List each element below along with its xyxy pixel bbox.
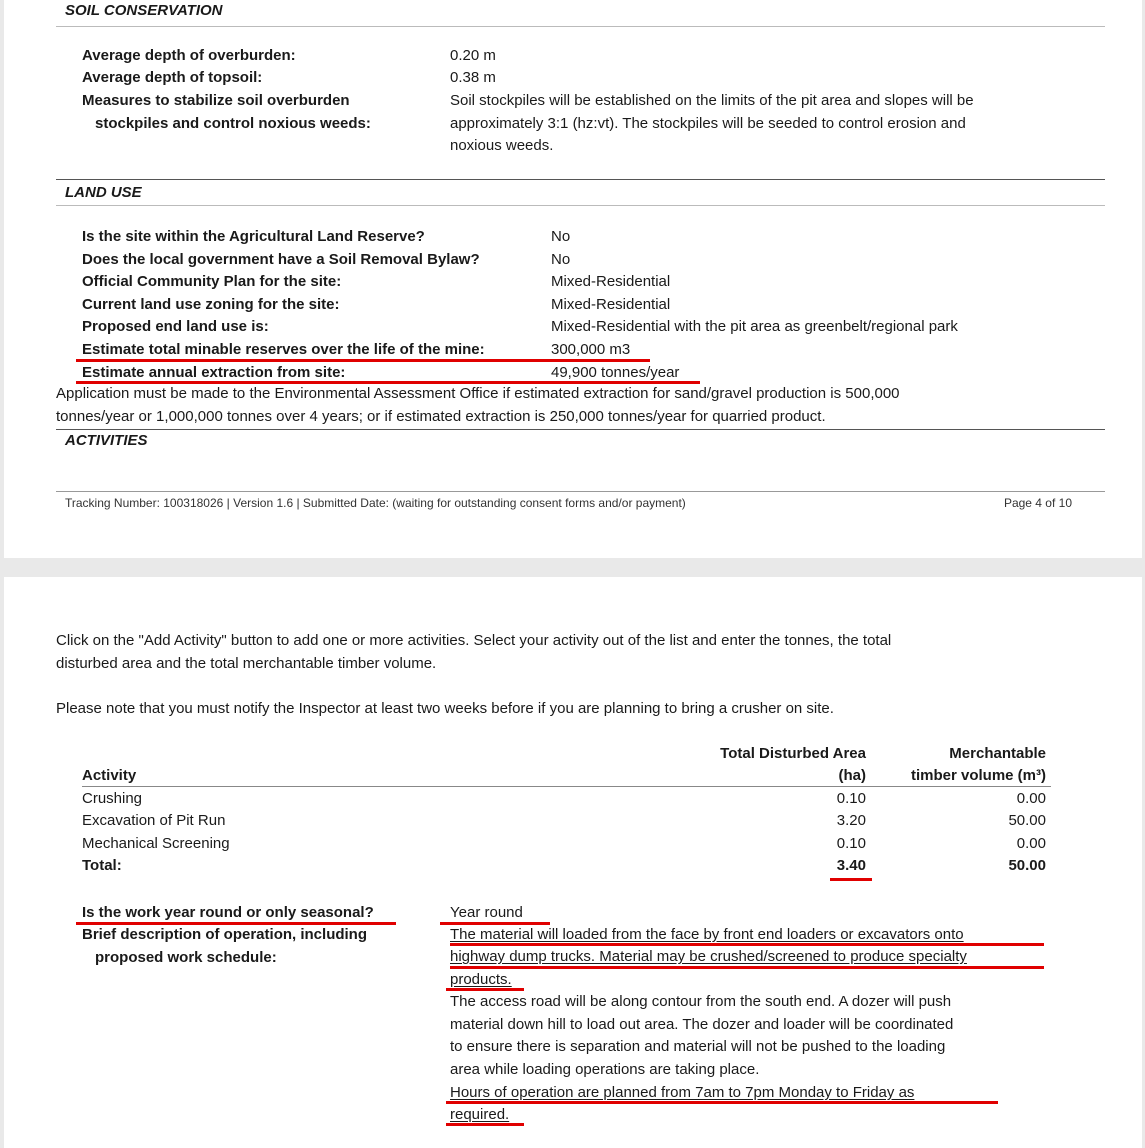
minable-reserves-value: 300,000 m3 <box>551 341 631 358</box>
page-number: Page 4 of 10 <box>1003 496 1072 510</box>
table-row-activity: Crushing <box>82 790 143 807</box>
topsoil-label: Average depth of topsoil: <box>82 69 263 86</box>
total-timber: 50.00 <box>1008 857 1046 874</box>
table-row-area: 3.20 <box>836 812 866 829</box>
alr-answer: No <box>551 228 571 245</box>
total-label: Total: <box>82 857 122 874</box>
description-line: products. <box>450 971 512 988</box>
section-divider <box>56 179 1105 180</box>
document-page-4 <box>4 0 1142 558</box>
ocp-value: Mixed-Residential <box>551 273 671 290</box>
activities-heading: ACTIVITIES <box>65 432 148 449</box>
topsoil-value: 0.38 m <box>450 69 496 86</box>
tracking-info: Tracking Number: 100318026 | Version 1.6 | Submitted Date: (waiting for outstanding consent forms and/or payment) <box>65 496 686 510</box>
end-land-use-value: Mixed-Residential with the pit area as greenbelt/regional park <box>551 318 958 335</box>
ocp-label: Official Community Plan for the site: <box>82 273 342 290</box>
description-line: The access road will be along contour from the south end. A dozer will push <box>450 993 952 1010</box>
description-line: to ensure there is separation and material will not be pushed to the loading <box>450 1038 946 1055</box>
section-divider <box>56 26 1105 27</box>
eao-note-line-2: tonnes/year or 1,000,000 tonnes over 4 years; or if estimated extraction is 250,000 tonnes/year for quarried product. <box>56 408 826 425</box>
section-divider <box>56 205 1105 206</box>
document-page-5 <box>4 577 1142 1148</box>
highlight-underline <box>446 1123 524 1126</box>
table-row-timber: 50.00 <box>1008 812 1046 829</box>
bylaw-answer: No <box>551 251 571 268</box>
description-line: required. <box>450 1106 510 1123</box>
description-label-line-2: proposed work schedule: <box>95 949 277 966</box>
description-line: area while loading operations are taking place. <box>450 1061 760 1078</box>
end-land-use-label: Proposed end land use is: <box>82 318 269 335</box>
measures-value-line-1: Soil stockpiles will be established on the limits of the pit area and slopes will be <box>450 92 974 109</box>
soil-conservation-heading: SOIL CONSERVATION <box>65 2 223 19</box>
overburden-value: 0.20 m <box>450 47 496 64</box>
measures-value-line-3: noxious weeds. <box>450 137 554 154</box>
footer-rule <box>56 491 1105 492</box>
minable-reserves-label: Estimate total minable reserves over the life of the mine: <box>82 341 485 358</box>
table-row-timber: 0.00 <box>1016 790 1046 807</box>
season-answer: Year round <box>450 904 523 921</box>
highlight-underline <box>450 943 1044 946</box>
overburden-label: Average depth of overburden: <box>82 47 296 64</box>
highlight-underline <box>830 878 872 881</box>
activities-intro-line-1: Click on the "Add Activity" button to add one or more activities. Select your activity out of the list and enter the tonnes, the total <box>56 632 892 649</box>
table-row-area: 0.10 <box>836 835 866 852</box>
description-line: The material will loaded from the face by front end loaders or excavators onto <box>450 926 964 943</box>
highlight-underline <box>450 966 1044 969</box>
description-line: material down hill to load out area. The dozer and loader will be coordinated <box>450 1016 954 1033</box>
description-label-line-1: Brief description of operation, including <box>82 926 368 943</box>
col-timber-header-1: Merchantable <box>949 745 1046 762</box>
annual-extraction-value: 49,900 tonnes/year <box>551 364 680 381</box>
measures-label-line-1: Measures to stabilize soil overburden <box>82 92 350 109</box>
measures-label-line-2: stockpiles and control noxious weeds: <box>95 115 371 132</box>
total-area: 3.40 <box>836 857 866 874</box>
measures-value-line-2: approximately 3:1 (hz:vt). The stockpiles will be seeded to control erosion and <box>450 115 966 132</box>
season-question: Is the work year round or only seasonal? <box>82 904 374 921</box>
col-timber-header-2: timber volume (m³) <box>910 767 1046 784</box>
zoning-value: Mixed-Residential <box>551 296 671 313</box>
eao-note-line-1: Application must be made to the Environmental Assessment Office if estimated extraction for sand/gravel production is 500,000 <box>56 385 900 402</box>
table-row-activity: Mechanical Screening <box>82 835 230 852</box>
zoning-label: Current land use zoning for the site: <box>82 296 340 313</box>
table-row-activity: Excavation of Pit Run <box>82 812 226 829</box>
table-row-timber: 0.00 <box>1016 835 1046 852</box>
bylaw-question: Does the local government have a Soil Removal Bylaw? <box>82 251 480 268</box>
description-line: Hours of operation are planned from 7am to 7pm Monday to Friday as <box>450 1084 915 1101</box>
highlight-underline <box>446 1101 998 1104</box>
alr-question: Is the site within the Agricultural Land Reserve? <box>82 228 425 245</box>
col-activity-header: Activity <box>82 767 137 784</box>
crusher-notice: Please note that you must notify the Inspector at least two weeks before if you are planning to bring a crusher on site. <box>56 700 834 717</box>
land-use-heading: LAND USE <box>65 184 142 201</box>
activities-intro-line-2: disturbed area and the total merchantable timber volume. <box>56 655 437 672</box>
highlight-underline <box>446 988 524 991</box>
col-area-header-2: (ha) <box>838 767 866 784</box>
description-line: highway dump trucks. Material may be crushed/screened to produce specialty <box>450 948 967 965</box>
table-row-area: 0.10 <box>836 790 866 807</box>
table-header-rule <box>82 786 1051 787</box>
col-area-header-1: Total Disturbed Area <box>720 745 866 762</box>
section-divider <box>56 429 1105 430</box>
annual-extraction-label: Estimate annual extraction from site: <box>82 364 346 381</box>
